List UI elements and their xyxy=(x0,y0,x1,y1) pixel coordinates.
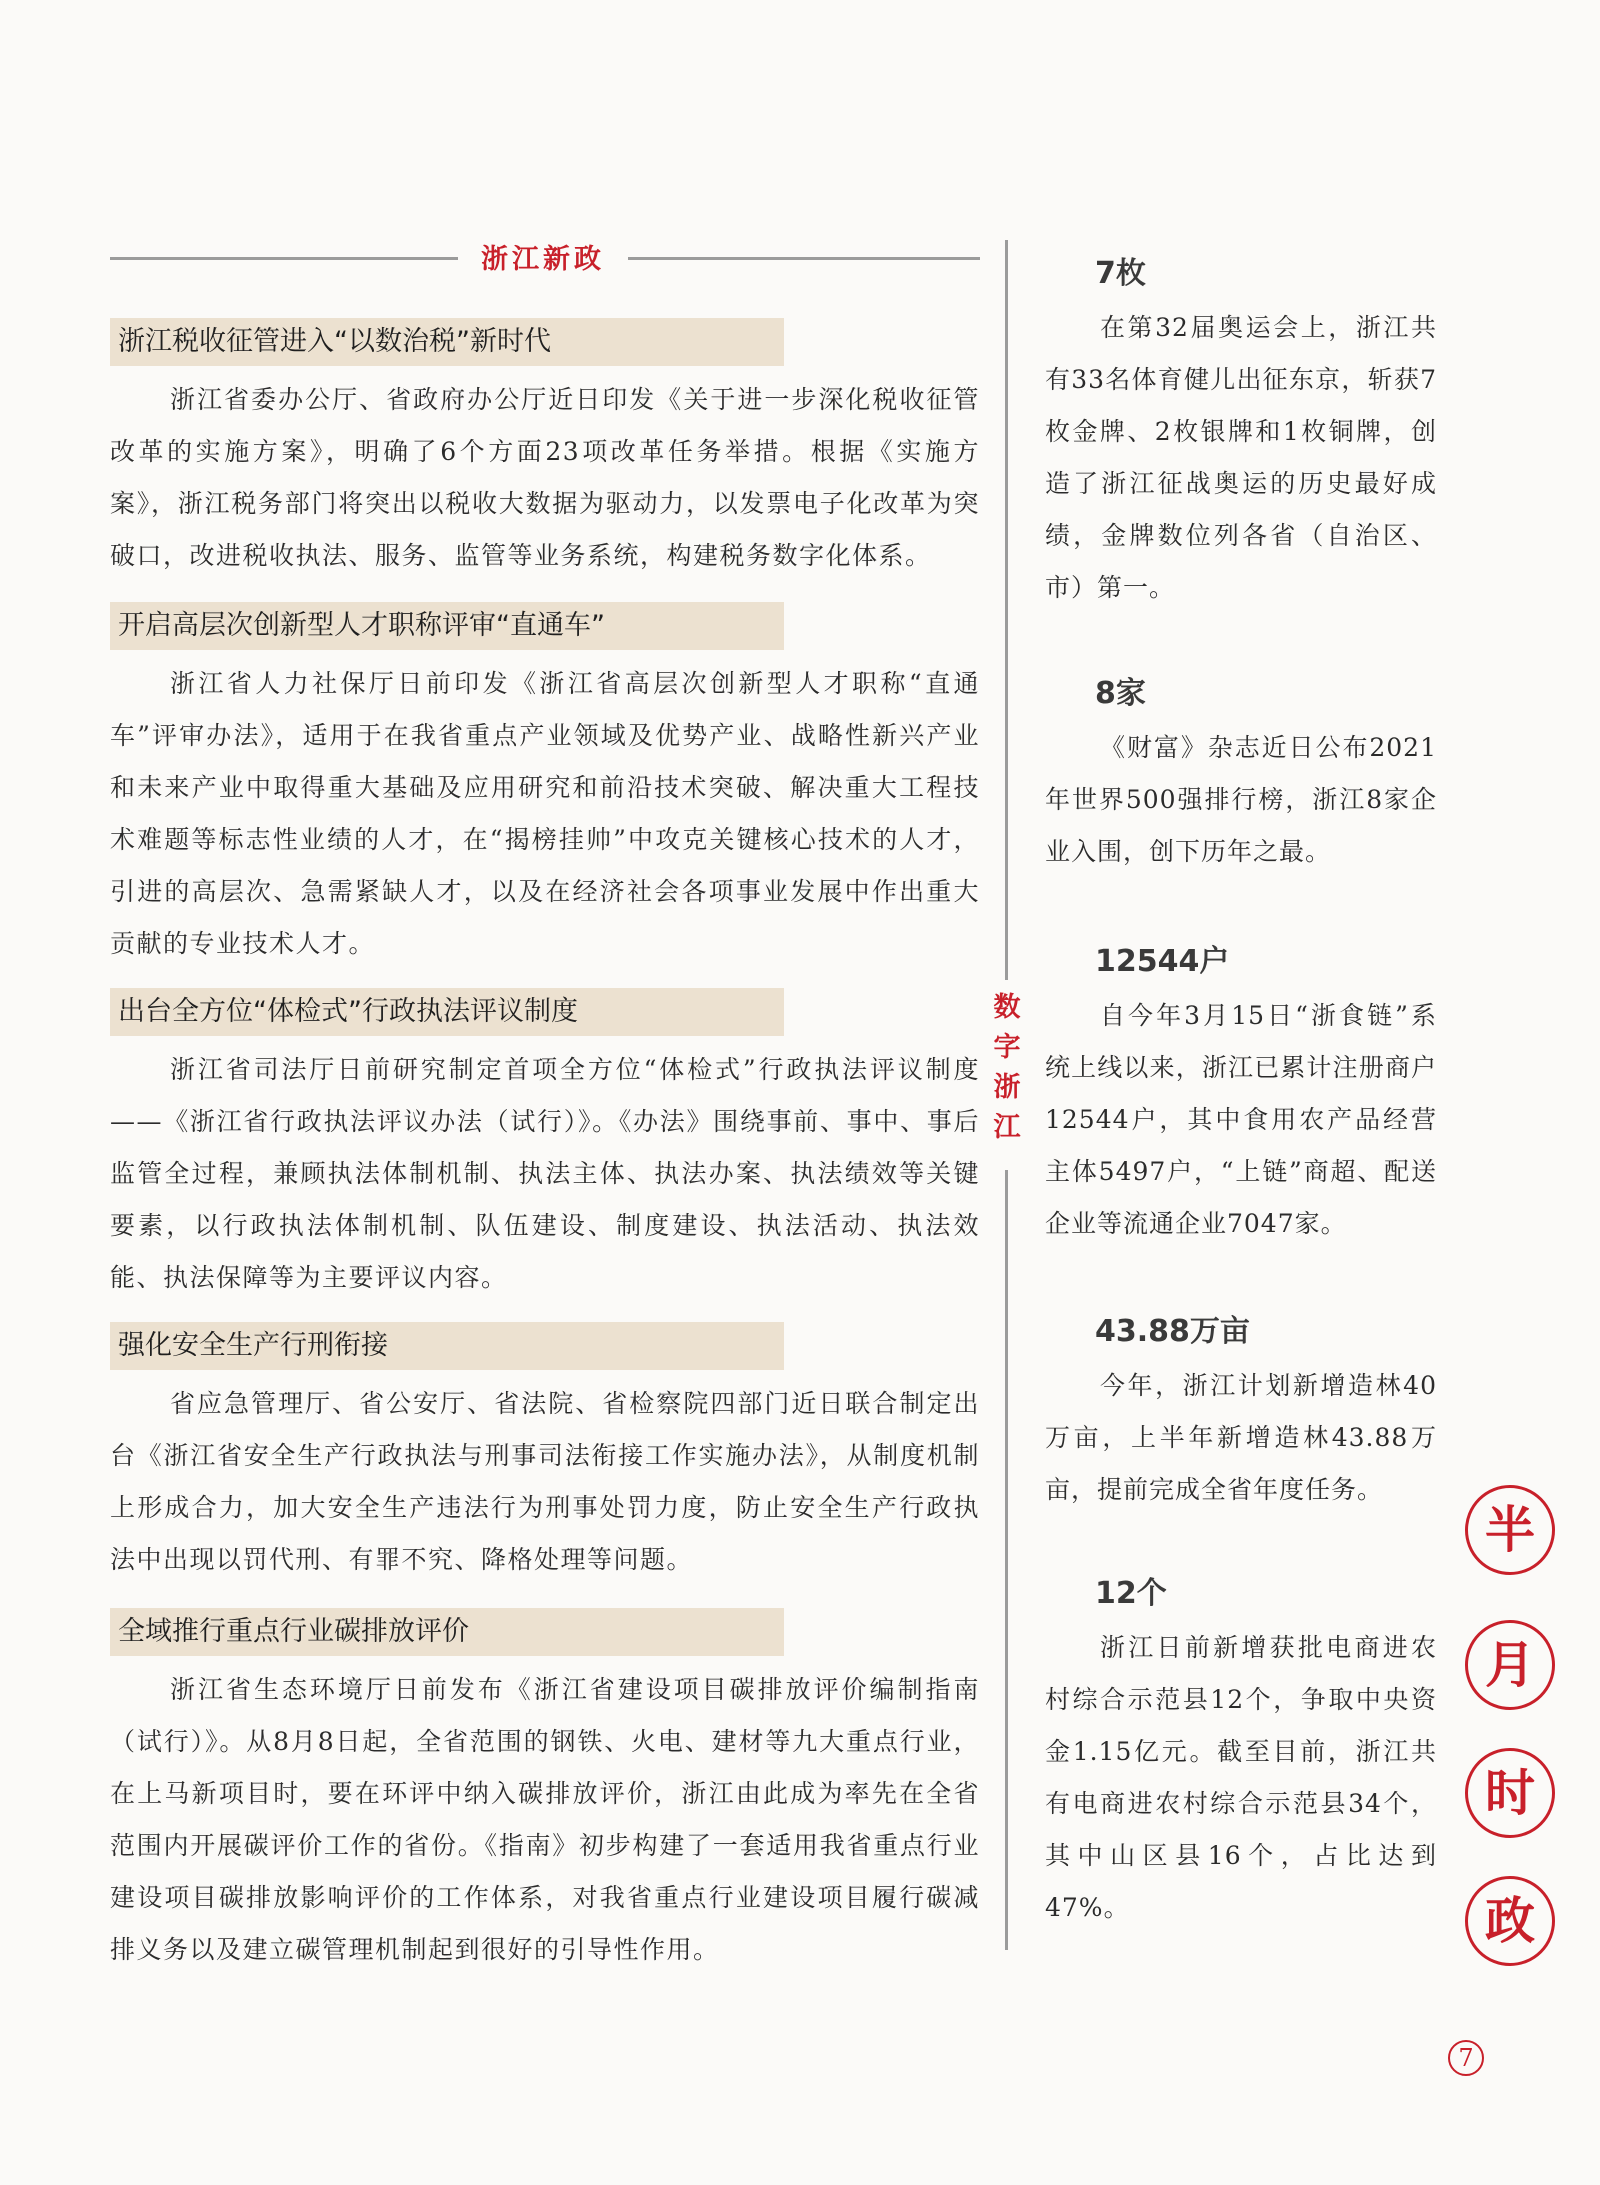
article-law-enforcement-review xyxy=(110,988,980,1304)
article-carbon-evaluation xyxy=(110,1608,980,1976)
article-headline: 开启高层次创新型人才职称评审“直通车” xyxy=(110,602,784,650)
column-divider-bottom xyxy=(1005,1170,1008,1950)
seal-char: 时 xyxy=(1465,1748,1555,1838)
stat-e-commerce-counties xyxy=(1045,1572,1437,1934)
stat-body: 《财富》杂志近日公布2021年世界500强排行榜，浙江8家企业入围，创下历年之最。 xyxy=(1045,733,1437,866)
side-label-char: 江 xyxy=(993,1112,1021,1143)
stat-body: 自今年3月15日“浙食链”系统上线以来，浙江已累计注册商户12544户，其中食用农产品经营主体5497户，“上链”商超、配送企业等流通企业7047家。 xyxy=(1045,1001,1437,1238)
column-divider-top xyxy=(1005,240,1008,980)
stat-afforestation xyxy=(1045,1310,1437,1516)
article-body: 浙江省司法厅日前研究制定首项全方位“体检式”行政执法评议制度——《浙江省行政执法评议办法（试行）》。《办法》围绕事前、事中、事后监管全过程，兼顾执法体制机制、执法主体、执法办案、执法绩效等关键要素，以行政执法体制机制、队伍建设、制度建设、执法活动、执法效能、执法保障等为主要评议内容。 xyxy=(110,1055,980,1292)
stat-title: 12个 xyxy=(1095,1576,1167,1611)
stat-body: 浙江日前新增获批电商进农村综合示范县12个，争取中央资金1.15亿元。截至目前，浙江共有电商进农村综合示范县34个，其中山区县16个，占比达到47%。 xyxy=(1045,1633,1437,1922)
stat-olympic-gold xyxy=(1045,252,1437,614)
stat-title: 43.88万亩 xyxy=(1095,1314,1250,1349)
stat-body: 今年，浙江计划新增造林40万亩，上半年新增造林43.88万亩，提前完成全省年度任务。 xyxy=(1045,1371,1437,1504)
seal-char: 政 xyxy=(1465,1876,1555,1966)
article-headline: 强化安全生产行刑衔接 xyxy=(110,1322,784,1370)
article-headline: 浙江税收征管进入“以数治税”新时代 xyxy=(110,318,784,366)
seal-char: 半 xyxy=(1465,1485,1555,1575)
side-label-char: 数 xyxy=(993,992,1021,1023)
side-label-digital-zhejiang xyxy=(982,988,1032,1148)
section-title: 浙江新政 xyxy=(458,240,628,280)
side-label-char: 浙 xyxy=(993,1072,1021,1103)
article-body: 浙江省委办公厅、省政府办公厅近日印发《关于进一步深化税收征管改革的实施方案》，明确了6个方面23项改革任务举措。根据《实施方案》，浙江税务部门将突出以税收大数据为驱动力，以发票电子化改革为突破口，改进税收执法、服务、监管等业务系统，构建税务数字化体系。 xyxy=(110,385,980,570)
stat-fortune-500 xyxy=(1045,672,1437,878)
article-safety-production xyxy=(110,1322,980,1586)
stat-title: 12544户 xyxy=(1095,944,1230,979)
article-body: 省应急管理厅、省公安厅、省法院、省检察院四部门近日联合制定出台《浙江省安全生产行政执法与刑事司法衔接工作实施办法》，从制度机制上形成合力，加大安全生产违法行为刑事处罚力度，防止安全生产行政执法中出现以罚代刑、有罪不究、降格处理等问题。 xyxy=(110,1389,980,1574)
side-label-char: 字 xyxy=(993,1032,1021,1063)
stat-body: 在第32届奥运会上，浙江共有33名体育健儿出征东京，斩获7枚金牌、2枚银牌和1枚铜牌，创造了浙江征战奥运的历史最好成绩，金牌数位列各省（自治区、市）第一。 xyxy=(1045,313,1437,602)
page-number: 7 xyxy=(1448,2040,1484,2076)
stat-title: 8家 xyxy=(1095,676,1146,711)
article-headline: 出台全方位“体检式”行政执法评议制度 xyxy=(110,988,784,1036)
article-headline: 全域推行重点行业碳排放评价 xyxy=(110,1608,784,1656)
stat-title: 7枚 xyxy=(1095,256,1146,291)
article-body: 浙江省人力社保厅日前印发《浙江省高层次创新型人才职称“直通车”评审办法》，适用于在我省重点产业领域及优势产业、战略性新兴产业和未来产业中取得重大基础及应用研究和前沿技术突破、解决重大工程技术难题等标志性业绩的人才，在“揭榜挂帅”中攻克关键核心技术的人才，引进的高层次、急需紧缺人才，以及在经济社会各项事业发展中作出重大贡献的专业技术人才。 xyxy=(110,669,980,958)
stat-food-chain xyxy=(1045,940,1437,1250)
seal-char: 月 xyxy=(1465,1620,1555,1710)
article-talent-evaluation xyxy=(110,602,980,970)
article-body: 浙江省生态环境厅日前发布《浙江省建设项目碳排放评价编制指南（试行）》。从8月8日起，全省范围的钢铁、火电、建材等九大重点行业，在上马新项目时，要在环评中纳入碳排放评价，浙江由此成为率先在全省范围内开展碳评价工作的省份。《指南》初步构建了一套适用我省重点行业建设项目碳排放影响评价的工作体系，对我省重点行业建设项目履行碳减排义务以及建立碳管理机制起到很好的引导性作用。 xyxy=(110,1675,980,1964)
article-tax-reform xyxy=(110,318,980,582)
